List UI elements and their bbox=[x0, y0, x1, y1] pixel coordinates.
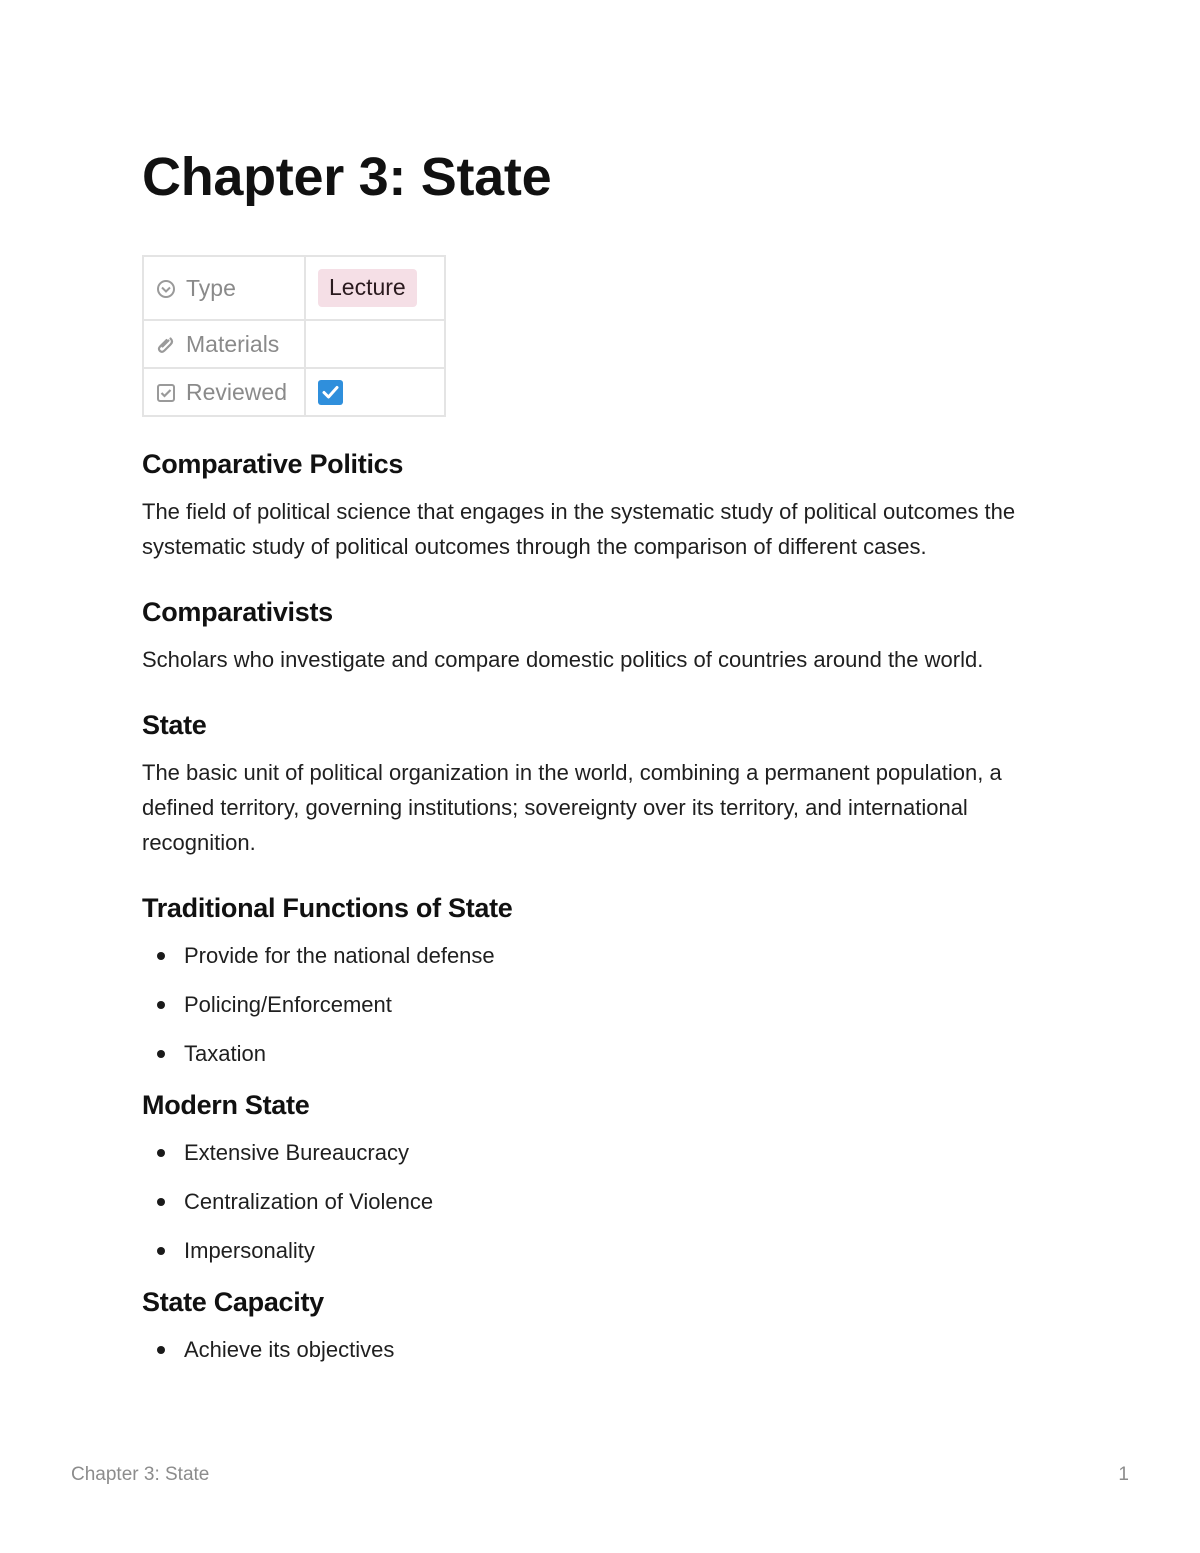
select-icon bbox=[156, 278, 176, 298]
list-item-text: Impersonality bbox=[184, 1238, 315, 1263]
page-number: 1 bbox=[1118, 1464, 1129, 1485]
property-row-reviewed bbox=[143, 368, 445, 416]
section-traditional-functions bbox=[142, 890, 1062, 1071]
property-label: Reviewed bbox=[186, 378, 287, 405]
checkbox-icon bbox=[156, 382, 176, 402]
property-value-cell[interactable] bbox=[305, 256, 445, 320]
bullet-icon bbox=[157, 1247, 165, 1255]
bullet-icon bbox=[157, 952, 165, 960]
attachment-icon bbox=[156, 334, 176, 354]
page-title: Chapter 3: State bbox=[142, 147, 552, 207]
bullet-list bbox=[142, 1332, 1062, 1367]
section-paragraph: The field of political science that engages in the systematic study of political outcomes the systematic study of political outcomes through the comparison of different cases. bbox=[142, 499, 1016, 559]
section-paragraph: Scholars who investigate and compare domestic politics of countries around the world. bbox=[142, 647, 984, 672]
type-tag[interactable]: Lecture bbox=[318, 269, 417, 307]
list-item-text: Taxation bbox=[184, 1041, 266, 1066]
section-comparativists bbox=[142, 594, 1062, 677]
property-name-cell bbox=[143, 368, 305, 416]
property-row-type bbox=[143, 256, 445, 320]
section-heading: Modern State bbox=[142, 1090, 310, 1120]
footer-title: Chapter 3: State bbox=[71, 1464, 210, 1485]
section-heading: Traditional Functions of State bbox=[142, 893, 513, 923]
materials-value-cell[interactable] bbox=[305, 320, 445, 368]
section-heading: Comparative Politics bbox=[142, 449, 404, 479]
bullet-icon bbox=[157, 1050, 165, 1058]
section-heading: State bbox=[142, 710, 207, 740]
bullet-list bbox=[142, 938, 1062, 1071]
bullet-icon bbox=[157, 1198, 165, 1206]
checkmark-icon bbox=[321, 383, 340, 402]
list-item bbox=[142, 987, 1062, 1022]
bullet-icon bbox=[157, 1346, 165, 1354]
bullet-icon bbox=[157, 1001, 165, 1009]
list-item bbox=[142, 1184, 1062, 1219]
property-row-materials bbox=[143, 320, 445, 368]
list-item bbox=[142, 1135, 1062, 1170]
section-state bbox=[142, 707, 1062, 860]
list-item bbox=[142, 1233, 1062, 1268]
list-item-text: Centralization of Violence bbox=[184, 1189, 434, 1214]
property-name-cell bbox=[143, 320, 305, 368]
list-item-text: Provide for the national defense bbox=[184, 943, 495, 968]
notes-content bbox=[142, 446, 1062, 1397]
list-item-text: Extensive Bureaucracy bbox=[184, 1140, 409, 1165]
bullet-list bbox=[142, 1135, 1062, 1268]
list-item-text: Policing/Enforcement bbox=[184, 992, 392, 1017]
property-label: Materials bbox=[186, 330, 280, 357]
list-item-text: Achieve its objectives bbox=[184, 1337, 395, 1362]
property-name-cell bbox=[143, 256, 305, 320]
section-modern-state bbox=[142, 1087, 1062, 1268]
bullet-icon bbox=[157, 1149, 165, 1157]
section-comparative-politics bbox=[142, 446, 1062, 564]
list-item bbox=[142, 938, 1062, 973]
section-state-capacity bbox=[142, 1284, 1062, 1367]
section-heading: Comparativists bbox=[142, 597, 333, 627]
property-label: Type bbox=[186, 274, 236, 301]
section-paragraph: The basic unit of political organization in the world, combining a permanent population, a defined territory, governing institutions; sovereignty over its territory, and international recognition. bbox=[142, 760, 1002, 855]
properties-table bbox=[142, 255, 446, 417]
list-item bbox=[142, 1332, 1062, 1367]
section-heading: State Capacity bbox=[142, 1287, 324, 1317]
list-item bbox=[142, 1036, 1062, 1071]
reviewed-value-cell bbox=[305, 368, 445, 416]
reviewed-checkbox[interactable] bbox=[318, 380, 343, 405]
